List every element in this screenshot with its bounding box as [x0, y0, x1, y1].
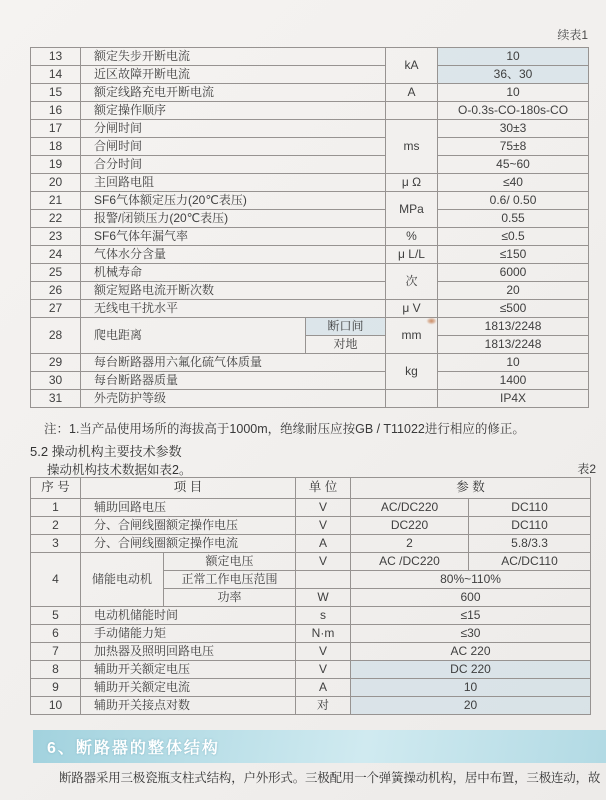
row-no: 31 — [31, 390, 81, 408]
row-value: 30±3 — [438, 120, 589, 138]
table-row — [31, 318, 589, 336]
row-no: 28 — [31, 318, 81, 354]
row-unit: V — [296, 661, 351, 679]
row-param: DC110 — [469, 517, 591, 535]
row-item: 每台断路器质量 — [81, 372, 386, 390]
row-no: 14 — [31, 66, 81, 84]
table-header-row — [31, 478, 591, 499]
row-no: 26 — [31, 282, 81, 300]
section-6-title: 6、断路器的整体结构 — [47, 740, 220, 757]
table-row — [31, 156, 589, 174]
row-param: AC /DC220 — [351, 553, 469, 571]
row-unit: 次 — [386, 264, 438, 300]
row-unit: V — [296, 643, 351, 661]
row-item: 辅助开关额定电流 — [81, 679, 296, 697]
row-no: 25 — [31, 264, 81, 282]
row-value: IP4X — [438, 390, 589, 408]
row-no: 3 — [31, 535, 81, 553]
row-param: 600 — [351, 589, 591, 607]
header-param: 参 数 — [351, 478, 591, 499]
row-no: 5 — [31, 607, 81, 625]
table-row — [31, 517, 591, 535]
row-unit — [296, 571, 351, 589]
table-2-label: 表2 — [577, 462, 596, 476]
row-value: 1813/2248 — [438, 318, 589, 336]
table-row — [31, 66, 589, 84]
row-value: 0.6/ 0.50 — [438, 192, 589, 210]
row-value: 1813/2248 — [438, 336, 589, 354]
table-row — [31, 246, 589, 264]
row-no: 15 — [31, 84, 81, 102]
row-param: ≤15 — [351, 607, 591, 625]
row-value: 10 — [438, 48, 589, 66]
row-unit: μ V — [386, 300, 438, 318]
row-no: 9 — [31, 679, 81, 697]
table-row — [31, 210, 589, 228]
continued-table-label: 续表1 — [557, 28, 588, 42]
table-row — [31, 120, 589, 138]
row-item: 额定短路电流开断次数 — [81, 282, 386, 300]
row-unit: V — [296, 553, 351, 571]
row-item: 额定操作顺序 — [81, 102, 386, 120]
row-param: AC 220 — [351, 643, 591, 661]
row-unit: kg — [386, 354, 438, 390]
row-item: 爬电距离 — [81, 318, 306, 354]
table-note: 注：1.当产品使用场所的海拔高于1000m，绝缘耐压应按GB / T11022进行相应的修正。 — [44, 422, 525, 436]
row-no: 27 — [31, 300, 81, 318]
row-item: 手动储能力矩 — [81, 625, 296, 643]
row-item: 报警/闭锁压力(20℃表压) — [81, 210, 386, 228]
row-param: 20 — [351, 697, 591, 715]
row-no: 23 — [31, 228, 81, 246]
row-value: ≤40 — [438, 174, 589, 192]
row-item: 合闸时间 — [81, 138, 386, 156]
row-no: 22 — [31, 210, 81, 228]
row-value: 1400 — [438, 372, 589, 390]
table-row — [31, 499, 591, 517]
table-row — [31, 138, 589, 156]
row-unit: A — [296, 535, 351, 553]
row-param: AC/DC110 — [469, 553, 591, 571]
row-no: 6 — [31, 625, 81, 643]
row-item: 辅助开关额定电压 — [81, 661, 296, 679]
row-no: 21 — [31, 192, 81, 210]
row-subitem: 对地 — [306, 336, 386, 354]
row-param: 80%~110% — [351, 571, 591, 589]
table-row — [31, 607, 591, 625]
section-6-banner — [33, 730, 606, 763]
row-item: 分闸时间 — [81, 120, 386, 138]
row-item: 分、合闸线圈额定操作电流 — [81, 535, 296, 553]
row-unit: V — [296, 499, 351, 517]
row-value: O-0.3s-CO-180s-CO — [438, 102, 589, 120]
table-row — [31, 48, 589, 66]
row-no: 7 — [31, 643, 81, 661]
row-item: 额定失步开断电流 — [81, 48, 386, 66]
row-value: 36、30 — [438, 66, 589, 84]
table-row — [31, 264, 589, 282]
row-item: 辅助开关接点对数 — [81, 697, 296, 715]
row-unit: μ Ω — [386, 174, 438, 192]
row-value: ≤0.5 — [438, 228, 589, 246]
row-value: 75±8 — [438, 138, 589, 156]
scan-artifact-mark — [427, 318, 436, 324]
row-unit: MPa — [386, 192, 438, 228]
row-item: 外壳防护等级 — [81, 390, 386, 408]
row-param: ≤30 — [351, 625, 591, 643]
row-subitem: 断口间 — [306, 318, 386, 336]
section-5-2-heading: 5.2 操动机构主要技术参数 — [30, 444, 182, 459]
row-unit — [386, 102, 438, 120]
row-item: SF6气体额定压力(20℃表压) — [81, 192, 386, 210]
table-row — [31, 282, 589, 300]
row-param: 2 — [351, 535, 469, 553]
row-no: 24 — [31, 246, 81, 264]
table-row — [31, 625, 591, 643]
row-param: AC/DC220 — [351, 499, 469, 517]
row-value: 10 — [438, 354, 589, 372]
table-row — [31, 174, 589, 192]
row-param: DC 220 — [351, 661, 591, 679]
row-item: 无线电干扰水平 — [81, 300, 386, 318]
row-subitem: 额定电压 — [164, 553, 296, 571]
table-row — [31, 102, 589, 120]
header-unit: 单 位 — [296, 478, 351, 499]
row-param: 10 — [351, 679, 591, 697]
row-unit: kA — [386, 48, 438, 84]
table-row — [31, 661, 591, 679]
row-no: 17 — [31, 120, 81, 138]
row-unit: W — [296, 589, 351, 607]
row-subitem: 功率 — [164, 589, 296, 607]
row-no: 2 — [31, 517, 81, 535]
table-row — [31, 300, 589, 318]
table-row — [31, 553, 591, 571]
table-row — [31, 372, 589, 390]
row-param: DC110 — [469, 499, 591, 517]
spec-table-2 — [30, 477, 591, 715]
row-item: 近区故障开断电流 — [81, 66, 386, 84]
row-unit: μ L/L — [386, 246, 438, 264]
row-param: DC220 — [351, 517, 469, 535]
table-row — [31, 535, 591, 553]
table-row — [31, 679, 591, 697]
row-item: 气体水分含量 — [81, 246, 386, 264]
row-no: 16 — [31, 102, 81, 120]
table-row — [31, 643, 591, 661]
row-no: 8 — [31, 661, 81, 679]
row-value: ≤500 — [438, 300, 589, 318]
row-item: 分、合闸线圈额定操作电压 — [81, 517, 296, 535]
row-item: 合分时间 — [81, 156, 386, 174]
table-row — [31, 354, 589, 372]
row-value: ≤150 — [438, 246, 589, 264]
row-unit: N·m — [296, 625, 351, 643]
row-item: 辅助回路电压 — [81, 499, 296, 517]
table-row — [31, 697, 591, 715]
row-item: 储能电动机 — [81, 553, 164, 607]
row-value: 20 — [438, 282, 589, 300]
header-item: 项 目 — [81, 478, 296, 499]
row-no: 4 — [31, 553, 81, 607]
row-unit — [386, 390, 438, 408]
header-no: 序 号 — [31, 478, 81, 499]
row-value: 10 — [438, 84, 589, 102]
row-no: 29 — [31, 354, 81, 372]
row-item: 主回路电阻 — [81, 174, 386, 192]
row-no: 13 — [31, 48, 81, 66]
row-unit: 对 — [296, 697, 351, 715]
row-value: 45~60 — [438, 156, 589, 174]
table-row — [31, 192, 589, 210]
row-item: 电动机储能时间 — [81, 607, 296, 625]
spec-table-1 — [30, 47, 589, 408]
row-param: 5.8/3.3 — [469, 535, 591, 553]
table-row — [31, 228, 589, 246]
row-no: 18 — [31, 138, 81, 156]
row-subitem: 正常工作电压范围 — [164, 571, 296, 589]
row-value: 0.55 — [438, 210, 589, 228]
row-item: 机械寿命 — [81, 264, 386, 282]
row-no: 10 — [31, 697, 81, 715]
row-unit: A — [296, 679, 351, 697]
row-unit: mm — [386, 318, 438, 354]
row-unit: s — [296, 607, 351, 625]
row-unit: ms — [386, 120, 438, 174]
body-paragraph — [33, 768, 603, 786]
row-unit: A — [386, 84, 438, 102]
row-no: 1 — [31, 499, 81, 517]
row-unit: V — [296, 517, 351, 535]
row-item: 额定线路充电开断电流 — [81, 84, 386, 102]
row-item: 加热器及照明回路电压 — [81, 643, 296, 661]
body-paragraph-text: 断路器采用三极瓷瓶支柱式结构，户外形式。三极配用一个弹簧操动机构，居中布置，三极连动，故 — [59, 771, 601, 785]
section-5-2-subtext: 操动机构技术数据如表2。 — [47, 463, 192, 477]
row-value: 6000 — [438, 264, 589, 282]
row-unit: % — [386, 228, 438, 246]
row-item: 每台断路器用六氟化硫气体质量 — [81, 354, 386, 372]
row-no: 19 — [31, 156, 81, 174]
table-row — [31, 390, 589, 408]
table-row — [31, 84, 589, 102]
row-no: 30 — [31, 372, 81, 390]
row-no: 20 — [31, 174, 81, 192]
row-item: SF6气体年漏气率 — [81, 228, 386, 246]
